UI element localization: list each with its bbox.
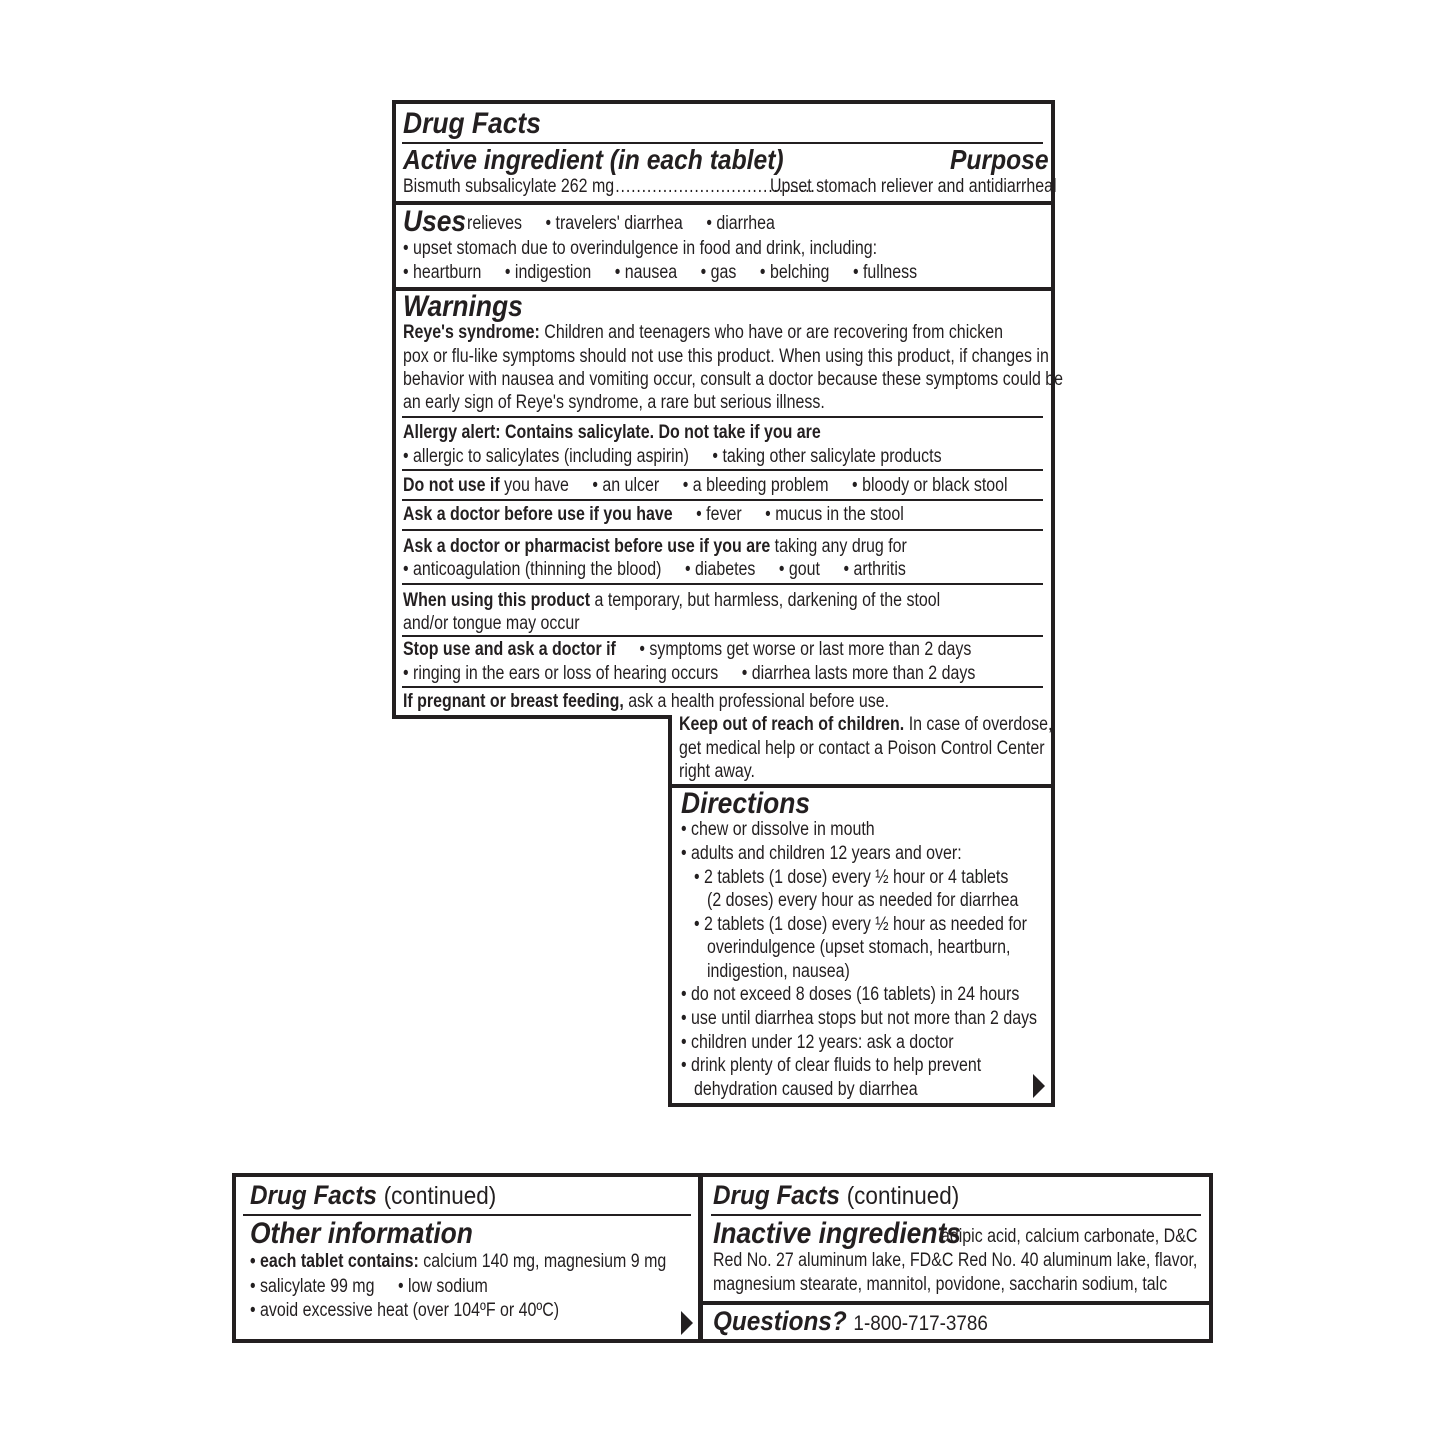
active-ingredient-heading: Active ingredient (in each tablet) bbox=[403, 144, 784, 175]
direction-item: • children under 12 years: ask a doctor bbox=[681, 1032, 954, 1053]
stop-line-2: • ringing in the ears or loss of hearing occurs • diarrhea lasts more than 2 days bbox=[403, 663, 976, 684]
questions-line: Questions? 1-800-717-3786 bbox=[713, 1306, 988, 1336]
rule-left-title bbox=[243, 1214, 691, 1216]
ingredient-purpose: Upset stomach reliever and antidiarrheal bbox=[770, 176, 1057, 197]
bottom-border-middle bbox=[698, 1173, 703, 1343]
uses-line-1: relieves • travelers' diarrhea • diarrhea bbox=[467, 213, 775, 234]
direction-item: • chew or dissolve in mouth bbox=[681, 819, 875, 840]
ask-doctor-line: Ask a doctor before use if you have • fever • mucus in the stool bbox=[403, 504, 904, 525]
other-information-heading: Other information bbox=[250, 1217, 473, 1250]
ingredient-name: Bismuth subsalicylate 262 mg bbox=[403, 176, 615, 197]
keep-line-3: right away. bbox=[679, 761, 755, 782]
direction-subitem: • 2 tablets (1 dose) every ½ hour as needed for bbox=[694, 914, 1027, 935]
continue-arrow-icon bbox=[681, 1311, 693, 1335]
allergy-items: • allergic to salicylates (including aspirin) • taking other salicylate products bbox=[403, 446, 942, 467]
border-top bbox=[392, 100, 1055, 104]
other-info-line-3: • avoid excessive heat (over 104ºF or 40ºC) bbox=[250, 1300, 560, 1321]
bottom-border-bottom bbox=[232, 1339, 1213, 1343]
reye-line-3: behavior with nausea and vomiting occur, consult a doctor because these symptoms could be bbox=[403, 369, 1064, 390]
divider-uses bbox=[392, 201, 1055, 205]
right-title: Drug Facts (continued) bbox=[713, 1180, 960, 1210]
using-line-2: and/or tongue may occur bbox=[403, 613, 580, 634]
donot-line: Do not use if you have • an ulcer • a bleeding problem • bloody or black stool bbox=[403, 475, 1008, 496]
rule-donot bbox=[402, 499, 1043, 501]
direction-subitem: indigestion, nausea) bbox=[707, 961, 850, 982]
phone-number: 1-800-717-3786 bbox=[853, 1312, 988, 1335]
reye-line-4: an early sign of Reye's syndrome, a rare but serious illness. bbox=[403, 392, 825, 413]
stop-line-1: Stop use and ask a doctor if • symptoms get worse or last more than 2 days bbox=[403, 639, 972, 660]
directions-heading: Directions bbox=[681, 787, 811, 820]
askpharm-line-2: • anticoagulation (thinning the blood) • diabetes • gout • arthritis bbox=[403, 559, 906, 580]
uses-line-3: • heartburn • indigestion • nausea • gas • belching • fullness bbox=[403, 262, 918, 283]
direction-subitem: overindulgence (upset stomach, heartburn, bbox=[707, 937, 1011, 958]
bottom-border-left bbox=[232, 1173, 236, 1343]
warnings-heading: Warnings bbox=[403, 290, 523, 323]
keep-line-2: get medical help or contact a Poison Control Center bbox=[679, 738, 1045, 759]
direction-item: • drink plenty of clear fluids to help prevent bbox=[681, 1055, 982, 1076]
border-right bbox=[1051, 100, 1055, 1107]
uses-heading: Uses bbox=[403, 205, 467, 238]
allergy-label: Allergy alert: Contains salicylate. Do not take if you are bbox=[403, 422, 821, 443]
border-left-lower bbox=[668, 715, 672, 1107]
bottom-border-top bbox=[232, 1173, 1213, 1177]
drug-facts-title: Drug Facts bbox=[403, 107, 541, 140]
other-info-line-2: • salicylate 99 mg • low sodium bbox=[250, 1276, 488, 1297]
rule-askpharm bbox=[402, 583, 1043, 585]
other-info-line-1: • each tablet contains: calcium 140 mg, magnesium 9 mg bbox=[250, 1251, 667, 1272]
direction-subitem: (2 doses) every hour as needed for diarrhea bbox=[707, 890, 1019, 911]
border-left bbox=[392, 100, 396, 719]
reye-line-2: pox or flu-like symptoms should not use this product. When using this product, if changes in bbox=[403, 346, 1049, 367]
rule-ask bbox=[402, 529, 1043, 531]
reye-line-1: Reye's syndrome: Children and teenagers who have or are recovering from chicken bbox=[403, 322, 1003, 343]
border-step bbox=[392, 715, 672, 719]
border-bottom bbox=[668, 1103, 1055, 1107]
rule-right-title bbox=[711, 1214, 1201, 1216]
divider-questions bbox=[701, 1301, 1213, 1305]
dot-leader: ....................................... bbox=[610, 176, 816, 197]
rule-stop bbox=[402, 686, 1043, 688]
direction-item: dehydration caused by diarrhea bbox=[694, 1079, 918, 1100]
keep-line-1: Keep out of reach of children. In case of overdose, bbox=[679, 714, 1053, 735]
pregnant-line: If pregnant or breast feeding, ask a health professional before use. bbox=[403, 691, 890, 712]
left-title: Drug Facts (continued) bbox=[250, 1180, 497, 1210]
continue-arrow-icon bbox=[1033, 1074, 1045, 1098]
direction-item: • do not exceed 8 doses (16 tablets) in 24 hours bbox=[681, 984, 1020, 1005]
rule-allergy bbox=[402, 469, 1043, 471]
inactive-line-1: adipic acid, calcium carbonate, D&C bbox=[941, 1226, 1198, 1247]
direction-item: • use until diarrhea stops but not more than 2 days bbox=[681, 1008, 1038, 1029]
bottom-border-right bbox=[1209, 1173, 1213, 1343]
direction-item: • adults and children 12 years and over: bbox=[681, 843, 962, 864]
purpose-heading: Purpose bbox=[950, 144, 1049, 175]
rule-using bbox=[402, 635, 1043, 637]
direction-subitem: • 2 tablets (1 dose) every ½ hour or 4 tablets bbox=[694, 867, 1009, 888]
inactive-line-2: Red No. 27 aluminum lake, FD&C Red No. 40 aluminum lake, flavor, bbox=[713, 1250, 1198, 1271]
inactive-ingredients-heading: Inactive ingredients bbox=[713, 1217, 961, 1250]
using-line-1: When using this product a temporary, but harmless, darkening of the stool bbox=[403, 590, 941, 611]
askpharm-line-1: Ask a doctor or pharmacist before use if you are taking any drug for bbox=[403, 536, 907, 557]
rule-reye bbox=[402, 416, 1043, 418]
inactive-line-3: magnesium stearate, mannitol, povidone, saccharin sodium, talc bbox=[713, 1274, 1168, 1295]
uses-line-2: • upset stomach due to overindulgence in food and drink, including: bbox=[403, 238, 878, 259]
